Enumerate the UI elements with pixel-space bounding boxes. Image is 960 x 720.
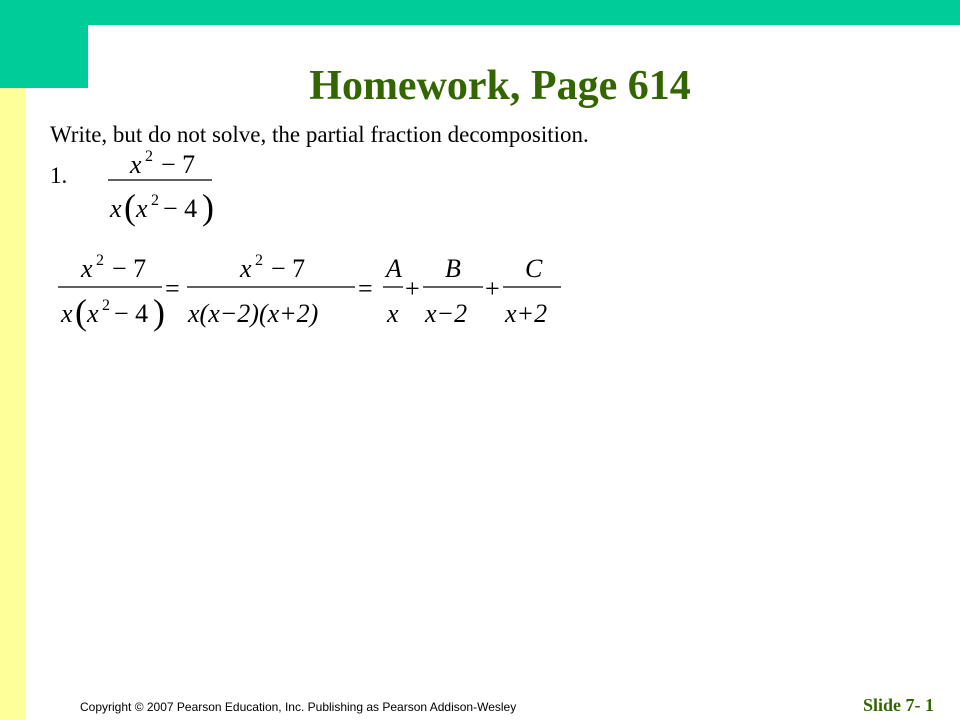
solution-left-denominator-inner-var: x xyxy=(87,299,99,328)
solution-plus-sign-2: + xyxy=(485,274,500,303)
problem-number: 1. xyxy=(50,163,68,188)
top-accent-band xyxy=(0,0,960,25)
solution-left-denominator-constant: − 4 xyxy=(114,299,149,328)
solution-term-c-numerator: C xyxy=(525,254,543,283)
solution-left-denominator-open-paren: ( xyxy=(75,292,87,332)
solution-plus-sign-1: + xyxy=(405,274,420,303)
solution-term-a-numerator: A xyxy=(386,254,402,283)
slide-number: Slide 7- 1 xyxy=(862,695,934,715)
solution-left-numerator-var: x xyxy=(81,254,93,283)
solution-term-b-numerator: B xyxy=(445,254,461,283)
solution-left-denominator-close-paren: ) xyxy=(153,292,165,332)
slide-title: Homework, Page 614 xyxy=(309,63,691,109)
solution-term-b-denominator: x−2 xyxy=(425,299,468,328)
problem-numerator-constant: − 7 xyxy=(161,150,196,179)
problem-numerator-exponent: 2 xyxy=(145,148,153,165)
footer-copyright: Copyright © 2007 Pearson Education, Inc. Publishing as Pearson Addison-Wesley xyxy=(80,700,517,714)
solution-term-c-denominator: x+2 xyxy=(505,299,548,328)
problem-denominator-inner-var: x xyxy=(136,194,148,223)
solution-left-numerator-exponent: 2 xyxy=(96,252,104,269)
solution-mid-denominator: x(x−2)(x+2) xyxy=(188,299,319,328)
solution-left-numerator-constant: − 7 xyxy=(112,254,147,283)
solution-mid-numerator-var: x xyxy=(240,254,252,283)
problem-denominator-close-paren: ) xyxy=(202,187,214,227)
instruction-text: Write, but do not solve, the partial fraction decomposition. xyxy=(50,122,589,147)
solution-mid-numerator-exponent: 2 xyxy=(255,252,263,269)
problem-denominator-constant: − 4 xyxy=(163,194,198,223)
problem-fraction xyxy=(104,145,219,235)
problem-denominator-exponent: 2 xyxy=(151,192,159,209)
problem-denominator-x: x xyxy=(110,194,122,223)
solution-term-a-denominator: x xyxy=(387,299,399,328)
solution-equals-sign-1: = xyxy=(165,274,180,303)
solution-left-denominator-exponent: 2 xyxy=(102,297,110,314)
problem-numerator-var: x xyxy=(130,150,142,179)
solution-mid-numerator-constant: − 7 xyxy=(271,254,306,283)
solution-left-denominator-x: x xyxy=(61,299,73,328)
solution-equals-sign-2: = xyxy=(358,274,373,303)
problem-denominator-open-paren: ( xyxy=(124,187,136,227)
solution-equation xyxy=(55,252,575,347)
